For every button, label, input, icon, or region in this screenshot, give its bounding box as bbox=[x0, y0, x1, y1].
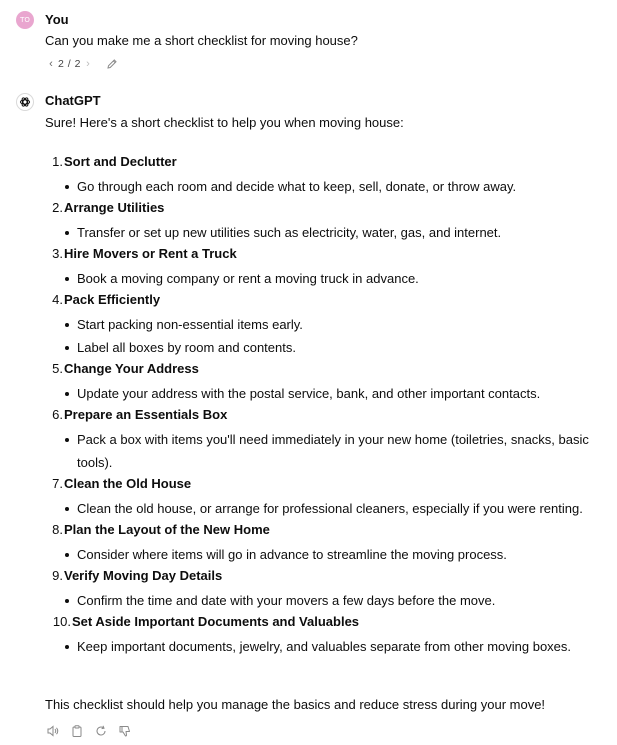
step-title bbox=[45, 566, 605, 586]
step-title-text: Set Aside Important Documents and Valuables bbox=[72, 614, 360, 629]
step-title-text: Pack Efficiently bbox=[64, 292, 161, 307]
step-title bbox=[45, 520, 605, 540]
step-title-text: Arrange Utilities bbox=[64, 200, 165, 215]
checklist-step bbox=[45, 520, 605, 566]
assistant-author-name: ChatGPT bbox=[45, 93, 101, 108]
checklist-step bbox=[45, 405, 605, 474]
bullet-item: Clean the old house, or arrange for professional cleaners, especially if you were renting. bbox=[77, 497, 605, 520]
step-bullets bbox=[45, 428, 605, 474]
step-title bbox=[45, 198, 605, 218]
user-author-name: You bbox=[45, 12, 69, 27]
step-bullets bbox=[45, 313, 605, 359]
bullet-item: Keep important documents, jewelry, and valuables separate from other moving boxes. bbox=[77, 635, 605, 658]
bullet-item: Pack a box with items you'll need immediately in your new home (toiletries, snacks, basic tools). bbox=[77, 428, 605, 474]
chevron-right-icon[interactable]: › bbox=[86, 58, 90, 70]
step-bullets bbox=[45, 543, 605, 566]
checklist-step bbox=[45, 359, 605, 405]
pencil-icon[interactable] bbox=[106, 58, 118, 70]
step-title bbox=[45, 612, 605, 632]
step-bullets bbox=[45, 221, 605, 244]
step-number: 3. bbox=[52, 246, 63, 261]
bullet-item: Go through each room and decide what to keep, sell, donate, or throw away. bbox=[77, 175, 605, 198]
assistant-intro-text: Sure! Here's a short checklist to help you when moving house: bbox=[45, 115, 404, 130]
speaker-icon[interactable] bbox=[45, 723, 61, 739]
step-bullets bbox=[45, 497, 605, 520]
step-bullets bbox=[45, 267, 605, 290]
bullet-item: Update your address with the postal service, bank, and other important contacts. bbox=[77, 382, 605, 405]
step-title-text: Prepare an Essentials Box bbox=[64, 407, 228, 422]
openai-logo-icon bbox=[16, 93, 34, 111]
bullet-item: Transfer or set up new utilities such as electricity, water, gas, and internet. bbox=[77, 221, 605, 244]
user-message-text: Can you make me a short checklist for moving house? bbox=[45, 33, 358, 48]
checklist-step bbox=[45, 152, 605, 198]
refresh-icon[interactable] bbox=[93, 723, 109, 739]
thumbs-down-icon[interactable] bbox=[117, 723, 133, 739]
step-title-text: Verify Moving Day Details bbox=[64, 568, 223, 583]
checklist-step bbox=[45, 566, 605, 612]
step-number: 6. bbox=[52, 407, 63, 422]
step-number: 9. bbox=[52, 568, 63, 583]
step-title-text: Sort and Declutter bbox=[64, 154, 177, 169]
checklist-step bbox=[45, 612, 605, 658]
step-bullets bbox=[45, 175, 605, 198]
message-actions bbox=[45, 723, 133, 739]
step-title bbox=[45, 290, 605, 310]
bullet-item: Book a moving company or rent a moving truck in advance. bbox=[77, 267, 605, 290]
step-title-text: Clean the Old House bbox=[64, 476, 192, 491]
step-bullets bbox=[45, 589, 605, 612]
bullet-item: Consider where items will go in advance to streamline the moving process. bbox=[77, 543, 605, 566]
step-title-text: Change Your Address bbox=[64, 361, 199, 376]
step-bullets bbox=[45, 635, 605, 658]
step-title-text: Hire Movers or Rent a Truck bbox=[64, 246, 237, 261]
step-number: 2. bbox=[52, 200, 63, 215]
assistant-outro-text: This checklist should help you manage the basics and reduce stress during your move! bbox=[45, 697, 546, 712]
step-title bbox=[45, 244, 605, 264]
step-number: 8. bbox=[52, 522, 63, 537]
step-title-text: Plan the Layout of the New Home bbox=[64, 522, 270, 537]
step-number: 1. bbox=[52, 154, 63, 169]
checklist-step bbox=[45, 198, 605, 244]
step-title bbox=[45, 405, 605, 425]
step-number: 7. bbox=[52, 476, 63, 491]
chevron-left-icon[interactable]: ‹ bbox=[49, 58, 53, 70]
checklist-step bbox=[45, 290, 605, 359]
step-number: 4. bbox=[52, 292, 63, 307]
checklist-step bbox=[45, 474, 605, 520]
step-bullets bbox=[45, 382, 605, 405]
clipboard-icon[interactable] bbox=[69, 723, 85, 739]
message-version-pager bbox=[45, 58, 118, 70]
bullet-item: Start packing non-essential items early. bbox=[77, 313, 605, 336]
step-number: 5. bbox=[52, 361, 63, 376]
step-title bbox=[45, 152, 605, 172]
checklist-step bbox=[45, 244, 605, 290]
step-number: 10. bbox=[52, 614, 71, 629]
step-title bbox=[45, 474, 605, 494]
bullet-item: Label all boxes by room and contents. bbox=[77, 336, 605, 359]
version-count: 2 / 2 bbox=[58, 58, 81, 70]
bullet-item: Confirm the time and date with your movers a few days before the move. bbox=[77, 589, 605, 612]
user-avatar: TO bbox=[16, 11, 34, 29]
step-title bbox=[45, 359, 605, 379]
checklist bbox=[45, 152, 605, 658]
